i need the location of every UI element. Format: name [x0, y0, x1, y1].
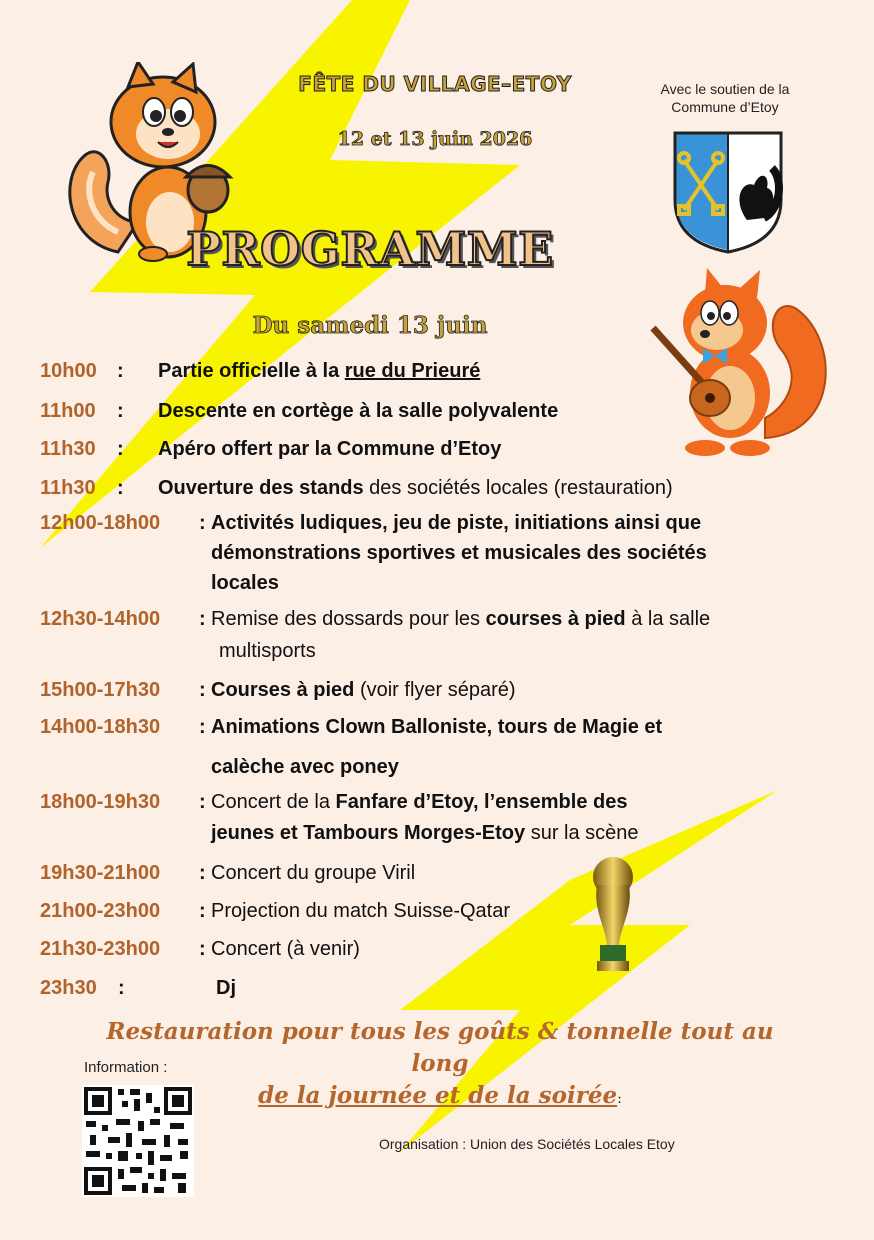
schedule-time: 18h00-19h30 [40, 791, 161, 813]
schedule-separator: : [117, 477, 124, 499]
schedule-description [211, 604, 710, 634]
schedule-time: 12h30-14h00 [40, 608, 161, 630]
day-subtitle: Du samedi 13 juin [252, 312, 488, 339]
schedule-description: Descente en cortège à la salle polyvalente [158, 400, 559, 422]
catering-line-2-end: : [617, 1091, 622, 1107]
schedule-separator: : [199, 512, 206, 534]
organisation-credit: Organisation : Union des Sociétés Locales Etoy [379, 1136, 675, 1152]
description-part: des sociétés locales (restauration) [363, 477, 673, 499]
description-part: Remise des dossards pour les [211, 608, 486, 630]
schedule-description [158, 356, 480, 386]
schedule-description-line: locales [211, 572, 279, 594]
schedule-description: Dj [216, 977, 236, 999]
schedule-time: 11h30 [40, 438, 96, 460]
schedule-description: Concert du groupe Viril [211, 862, 416, 884]
schedule-time: 15h00-17h30 [40, 679, 161, 701]
schedule-description-line: multisports [219, 640, 316, 662]
schedule-description [158, 473, 673, 503]
trophy-icon [583, 855, 643, 975]
event-date: 12 et 13 juin 2026 [337, 128, 533, 150]
schedule-separator: : [199, 862, 206, 884]
catering-note [80, 1016, 800, 1115]
schedule-separator: : [117, 400, 124, 422]
description-part: Courses à pied [211, 679, 355, 701]
description-part: sur la scène [525, 822, 639, 844]
description-part: Concert de la [211, 791, 336, 813]
schedule-separator: : [199, 679, 206, 701]
schedule-separator: : [199, 791, 206, 813]
event-title: FÊTE DU VILLAGE–ETOY [298, 72, 572, 96]
catering-line-2-text: de la journée et de la soirée [258, 1082, 618, 1109]
description-part: Fanfare d’Etoy, l’ensemble des [335, 791, 628, 813]
schedule-description-line: Animations Clown Balloniste, tours de Magie et [211, 716, 663, 738]
information-label: Information : [84, 1059, 168, 1076]
schedule-time: 11h30 [40, 477, 96, 499]
description-part: courses à pied [485, 608, 626, 630]
schedule-description-line: Activités ludiques, jeu de piste, initiations ainsi que [211, 512, 702, 534]
schedule-separator: : [199, 938, 206, 960]
schedule-description-line: démonstrations sportives et musicales des sociétés [211, 542, 707, 564]
schedule-time: 21h30-23h00 [40, 938, 161, 960]
description-part: à la salle [625, 608, 711, 630]
description-part: jeunes et Tambours Morges-Etoy [211, 822, 526, 844]
schedule-separator: : [118, 977, 125, 999]
schedule-time: 21h00-23h00 [40, 900, 161, 922]
squirrel-guitar-illustration [645, 268, 840, 458]
schedule-separator: : [199, 608, 206, 630]
schedule-description-line: calèche avec poney [211, 756, 399, 778]
schedule-description [211, 787, 627, 817]
schedule-separator: : [199, 900, 206, 922]
support-line-2: Commune d’Etoy [671, 99, 779, 115]
schedule-separator: : [199, 716, 206, 738]
etoy-coat-of-arms [672, 130, 784, 255]
schedule-time: 14h00-18h30 [40, 716, 161, 738]
schedule-description [211, 818, 639, 848]
catering-line-2 [80, 1080, 800, 1115]
programme-heading: PROGRAMME [186, 222, 554, 276]
schedule-time: 19h30-21h00 [40, 862, 161, 884]
description-part-underlined: rue du Prieuré [344, 360, 481, 382]
schedule-time: 23h30 [40, 977, 97, 999]
schedule-time: 12h00-18h00 [40, 512, 161, 534]
schedule-description: Concert (à venir) [211, 938, 360, 960]
schedule-description: Apéro offert par la Commune d’Etoy [158, 438, 502, 460]
schedule-description [211, 675, 516, 705]
support-line-1: Avec le soutien de la [660, 81, 790, 97]
schedule-time: 11h00 [40, 400, 96, 422]
schedule-time: 10h00 [40, 360, 97, 382]
support-note [630, 80, 820, 116]
description-part: Ouverture des stands [158, 477, 364, 499]
description-part: Partie officielle à la [158, 360, 345, 382]
catering-line-1: Restauration pour tous les goûts & tonnelle tout au long [106, 1018, 774, 1077]
description-part: (voir flyer séparé) [354, 679, 516, 701]
schedule-separator: : [117, 360, 124, 382]
schedule-description: Projection du match Suisse-Qatar [211, 900, 511, 922]
schedule-separator: : [117, 438, 124, 460]
